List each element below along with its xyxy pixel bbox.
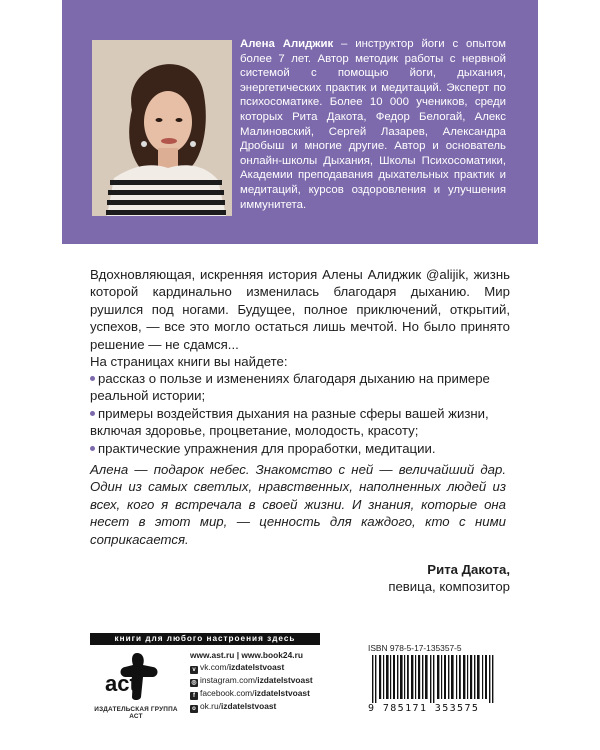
vk-icon: v — [190, 666, 198, 674]
publisher-links — [190, 649, 340, 713]
vk-link[interactable]: v vk.com/izdatelstvoast — [190, 661, 340, 674]
barcode-bars — [368, 655, 508, 703]
publisher-name: ИЗДАТЕЛЬСКАЯ ГРУППА АСТ — [94, 706, 178, 720]
author-bio-text: – инструктор йоги с опытом более 7 лет. Автор методик работы с нервной системой с помощью йоги, дыхания, энергетических практик и медитаций. Эксперт по психосоматике. Более 10 000 учеников, среди которых Рита Дакота, Федор Белогай, Алекс Малиновский, Сергей Лазарев, Александра Дробыш и многие другие. Автор и основатель онлайн-школы Дыхания, Школы Психосоматики, Академии преподавания дыхательных практик и медитаций, курсов оздоровления и улучшения иммунитета. — [240, 38, 507, 211]
author-bio-name: Алена Алиджик — [240, 38, 334, 50]
list-item: практические упражнения для проработки, медитации. — [90, 440, 510, 457]
facebook-icon: f — [190, 692, 198, 700]
bullet-icon — [90, 411, 95, 416]
list-item: примеры воздействия дыхания на разные сферы вашей жизни, включая здоровье, процветание, молодость, красоту; — [90, 405, 489, 439]
author-bio — [240, 37, 506, 212]
ok-link[interactable]: o ok.ru/izdatelstvoast — [190, 700, 340, 713]
ok-icon: o — [190, 705, 198, 713]
isbn: ISBN 978-5-17-135357-5 — [368, 643, 462, 653]
publisher-logo — [103, 651, 163, 701]
contents-heading: На страницах книги вы найдете: — [90, 354, 288, 369]
barcode — [368, 655, 508, 703]
testimonial-quote: Алена — подарок небес. Знакомство с ней — величайший дар. Один из самых светлых, нравственных, наполненных людей из всех, кого я встречала в своей жизни. И знания, которые она несет в этот мир, — ценность для каждого, кто с ними соприкасается. — [90, 462, 506, 547]
contents-list — [90, 370, 510, 457]
bullet-icon — [90, 446, 95, 451]
list-item: рассказ о пользе и изменениях благодаря дыханию на примере реальной истории; — [90, 371, 490, 404]
instagram-link[interactable]: ◎ instagram.com/izdatelstvoast — [191, 675, 313, 686]
book-intro: Вдохновляющая, искренняя история Алены Алиджик @alijik, жизнь которой кардинально изменилась благодаря дыханию. Мир рушился под ногами. Будущее, полное приключений, открытий, успехов, — все это могло остаться лишь мечтой. Но было принято решение — не сдамся... — [90, 267, 510, 352]
facebook-link[interactable]: f facebook.com/izdatelstvoast — [190, 687, 340, 700]
publisher-logo-text: act — [105, 671, 137, 696]
bullet-icon — [90, 376, 95, 381]
testimonial-author-name: Рита Дакота, — [427, 562, 510, 577]
instagram-icon: ◎ — [191, 680, 197, 686]
testimonial-author — [210, 561, 510, 596]
publisher-sites[interactable]: www.ast.ru | www.book24.ru — [190, 650, 303, 660]
barcode-digits: 9 785171 353575 — [368, 703, 480, 714]
publisher-tagline: книги для любого настроения здесь — [90, 633, 320, 645]
testimonial-author-role: певица, композитор — [388, 579, 510, 595]
author-photo — [92, 40, 232, 216]
